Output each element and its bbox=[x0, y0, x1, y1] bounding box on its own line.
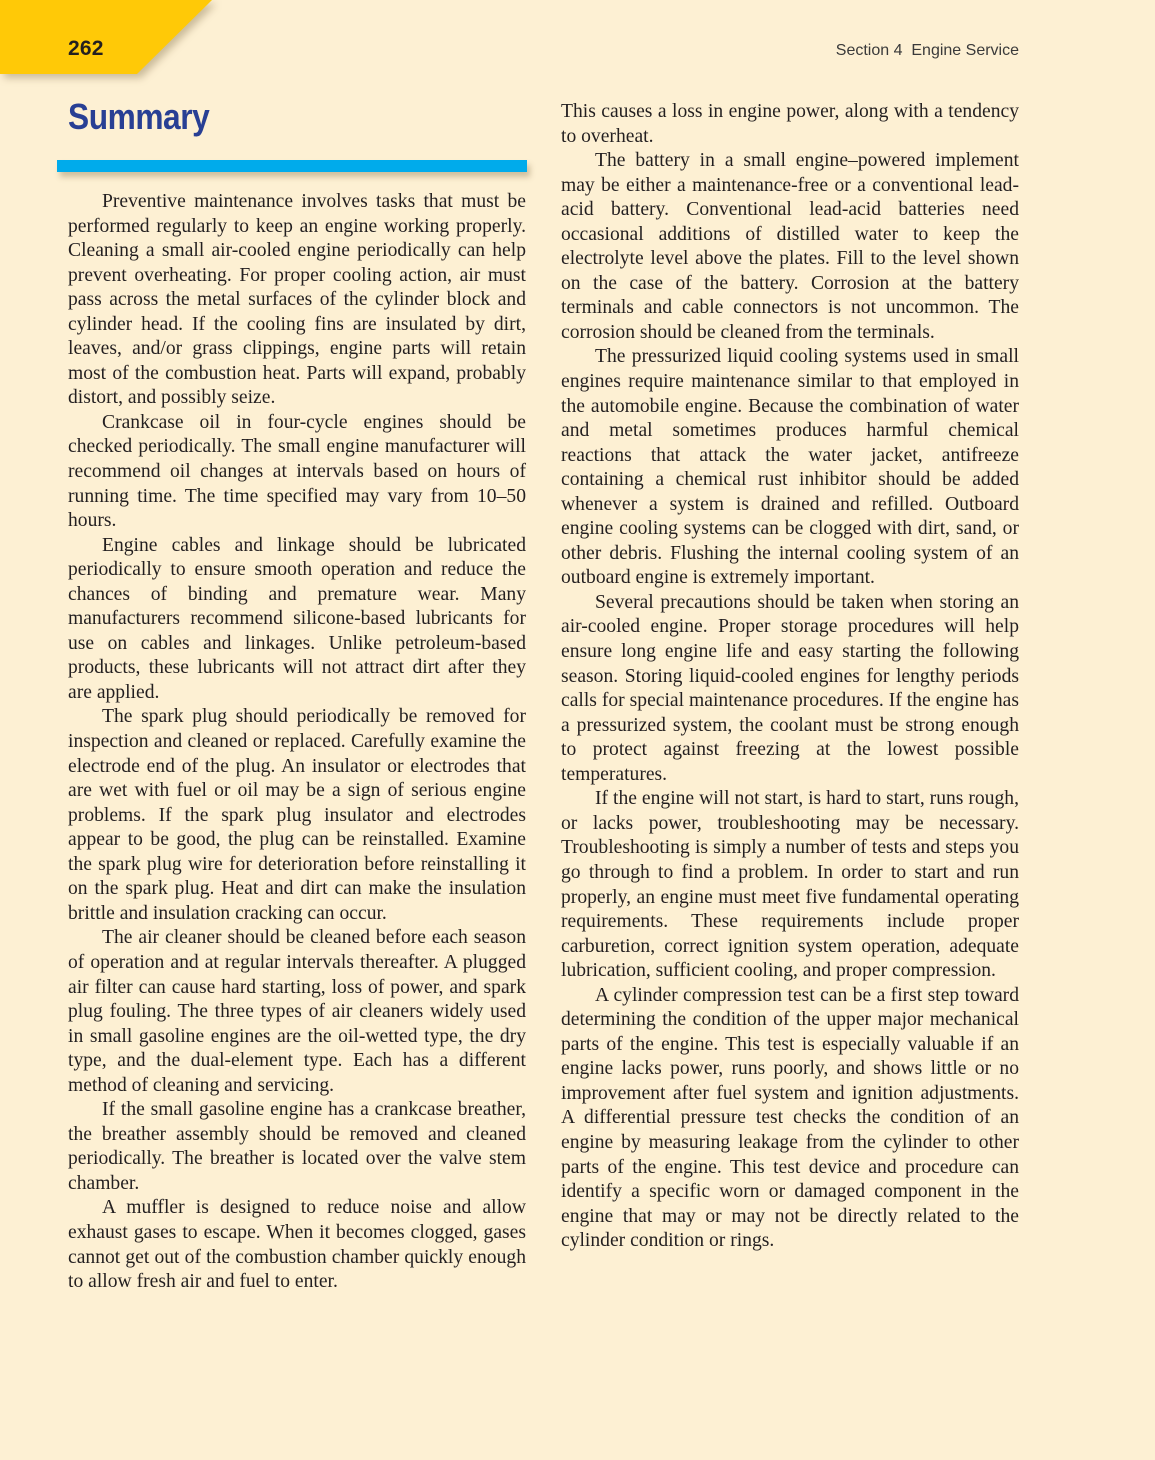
paragraph-liquid-cooling: The pressurized liquid cooling systems used in small engines require maintenance similar to that employed in the automobile engine. Because the combination of water and metal sometimes produces harmful chemical reactions that attack the water jacket, antifreeze containing a chemical rust inhibitor should be added whenever a system is drained and refilled. Outboard engine cooling systems can be clogged with dirt, sand, or other debris. Flushing the internal cooling system of an outboard engine is extremely important. bbox=[561, 346, 1019, 589]
paragraph-spark-plug: The spark plug should periodically be removed for inspection and cleaned or replaced. Carefully examine the electrode end of the plug. An insulator or electrodes that are wet with fuel or oil may be a sign of serious engine problems. If the spark plug insulator and electrodes appear to be good, the plug can be reinstalled. Examine the spark plug wire for deterioration before reinstalling it on the spark plug. Heat and dirt can make the insulation brittle and insulation cracking can occur. bbox=[68, 706, 526, 924]
title-rule-divider bbox=[57, 160, 527, 172]
paragraph-preventive-maintenance: Preventive maintenance involves tasks that must be performed regularly to keep an engine working properly. Cleaning a small air-cooled engine periodically can help prevent overheating. For proper cooling action, air must pass across the metal surfaces of the cylinder block and cylinder head. If the cooling fins are insulated by dirt, leaves, and/or grass clippings, engine parts will retain most of the combustion heat. Parts will expand, probably distort, and possibly seize. bbox=[68, 191, 526, 409]
paragraph-muffler-continuation: This causes a loss in engine power, along with a tendency to overheat. bbox=[561, 101, 1019, 147]
paragraph-muffler: A muffler is designed to reduce noise and allow exhaust gases to escape. When it becomes clogged, gases cannot get out of the combustion chamber quickly enough to allow fresh air and fuel to enter. bbox=[68, 1197, 526, 1293]
paragraph-battery: The battery in a small engine–powered implement may be either a maintenance-free or a conventional lead-acid battery. Conventional lead-acid batteries need occasional additions of distilled water to keep the electrolyte level above the plates. Fill to the level shown on the case of the battery. Corrosion at the battery terminals and cable connectors is not uncommon. The corrosion should be cleaned from the terminals. bbox=[561, 150, 1019, 343]
page-tab-shadow bbox=[0, 0, 220, 84]
right-column bbox=[561, 100, 1019, 1254]
paragraph-compression-test: A cylinder compression test can be a first step toward determining the condition of the upper major mechanical parts of the engine. This test is especially valuable if an engine lacks power, runs poorly, and shows little or no improvement after fuel system and ignition adjustments. A differential pressure test checks the condition of an engine by measuring leakage from the cylinder to other parts of the engine. This test device and procedure can identify a specific worn or damaged component in the engine that may or may not be directly related to the cylinder condition or rings. bbox=[561, 984, 1019, 1252]
paragraph-crankcase-breather: If the small gasoline engine has a crankcase breather, the breather assembly should be removed and cleaned periodically. The breather is located over the valve stem chamber. bbox=[68, 1099, 526, 1194]
paragraph-troubleshooting: If the engine will not start, is hard to start, runs rough, or lacks power, troubleshooting may be necessary. Troubleshooting is simply a number of tests and steps you go through to find a problem. In order to start and run properly, an engine must meet five fundamental operating requirements. These requirements include proper carburetion, correct ignition system operation, adequate lubrication, sufficient cooling, and proper compression. bbox=[561, 788, 1019, 982]
paragraph-cables-linkage: Engine cables and linkage should be lubricated periodically to ensure smooth operation and reduce the chances of binding and premature wear. Many manufacturers recommend silicone-based lubricants for use on cables and linkages. Unlike petroleum-based products, these lubricants will not attract dirt after they are applied. bbox=[68, 534, 526, 703]
page-number-tab bbox=[0, 0, 212, 74]
left-column bbox=[68, 190, 526, 1295]
running-head: Section 4 Engine Service bbox=[835, 42, 1019, 59]
paragraph-air-cleaner: The air cleaner should be cleaned before each season of operation and at regular intervals thereafter. A plugged air filter can cause hard starting, loss of power, and spark plug fouling. The three types of air cleaners widely used in small gasoline engines are the oil-wetted type, the dry type, and the dual-element type. Each has a different method of cleaning and servicing. bbox=[68, 927, 526, 1096]
paragraph-crankcase-oil: Crankcase oil in four-cycle engines should be checked periodically. The small engine manufacturer will recommend oil changes at intervals based on hours of running time. The time specified may vary from 10–50 hours. bbox=[68, 411, 526, 532]
section-title: Summary bbox=[68, 96, 210, 137]
page-number: 262 bbox=[68, 37, 104, 60]
paragraph-storage: Several precautions should be taken when storing an air-cooled engine. Proper storage procedures will help ensure long engine life and easy starting the following season. Storing liquid-cooled engines for lengthy periods calls for special maintenance procedures. If the engine has a pressurized system, the coolant must be strong enough to protect against freezing at the lowest possible temperatures. bbox=[561, 591, 1019, 785]
